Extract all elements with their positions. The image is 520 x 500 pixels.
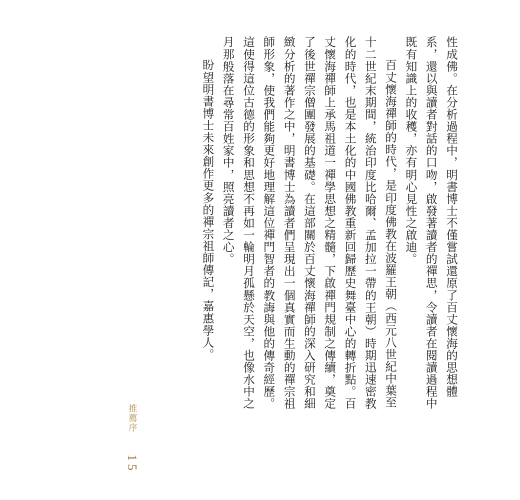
paragraph-3: 盼望明書博士未來創作更多的禪宗祖師傳記，嘉惠學人。 — [201, 59, 216, 361]
paragraph-1: 性成佛。在分析過程中，明書博士不僅嘗試還原了百丈懷海的思想體系，還以與讀者對話的口吻，啟發著讀者的禪思，令讀者在閱讀過程中既有知識上的收穫，亦有明心見性之啟迪。 — [404, 36, 459, 410]
running-head: 推薦序 — [127, 404, 137, 433]
page-number: 15 — [125, 454, 140, 474]
page-footer — [122, 404, 142, 484]
body-text — [198, 36, 462, 416]
paragraph-2: 百丈懷海禪師的時代，是印度佛教在波羅王朝（西元八世紀中葉至十二世紀末期間，統治印度比哈爾、孟加拉一帶的王朝）時期迅速密教化的時代，也是本土化的中國佛教重新回歸歷史舞臺中心的轉折點。百丈懷海禪師上承馬祖道一禪學思想之精髓，下啟禪門規制之傳續，奠定了後世禪宗僧團發展的基礎。在這部關於百丈懷海禪師的深入研究和細緻分析的著作之中，明書博士為讀者們呈現出一個真實而生動的禪宗祖師形象，使我們能夠更好地理解這位禪門智者的教誨與他的傳奇經歷。這使得這位古德的形象和思想不再如一輪明月孤懸於天空，也像水中之月那般落在尋常百姓家中，照亮讀者之心。 — [221, 36, 399, 410]
